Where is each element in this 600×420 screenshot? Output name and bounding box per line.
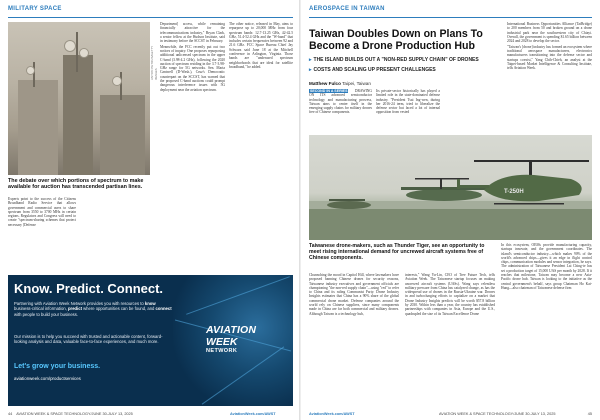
article-column-2 [376, 89, 440, 133]
ad-body-text [14, 301, 174, 317]
antenna-photo [8, 22, 150, 175]
paragraph: Experts point to the success of the Citizens Broadband Radio Service that allows government and commercial users to share spectrum from 3550 to 3700 MHz in certain regions. Regulators and Congress will need to create "spectrum-sharing schemes that protect necessary [Defense [8, 197, 76, 227]
ad-url-link[interactable]: aviationweek.com/productservices [14, 376, 81, 381]
ad-call-to-action[interactable]: Let's grow your business. [14, 363, 101, 370]
paragraph: Department] access, while remaining financially attractive for the telecommunications industry," Bryan Clark, a senior fellow at the Hudson Institute, said in testimony before the SCCST in February. [160, 22, 225, 44]
page-number: 45 [587, 412, 592, 416]
section-rule [309, 17, 592, 18]
article-column-5 [405, 273, 495, 408]
drone-marking: T-250H [504, 189, 524, 195]
helicopter-fuselage [484, 175, 582, 201]
page-footer [8, 412, 276, 416]
bullet-text: THE ISLAND BUILDS OUT A "NON-RED SUPPLY CHAIN" OF DRONES [313, 57, 479, 63]
logo-line: NETWORK [206, 348, 238, 354]
body-column-3 [229, 22, 293, 267]
paragraph: "Taiwan's [drone] industry has formed an ecosystem where traditional aerospace manufacturers, electronics manufacturers transitioning into the defense sector and startups coexist," Yang Chih-Chieh, an analyst at the Taipei-based Market Intelligence & Consulting Institute, tells Aviation Week. [507, 44, 592, 71]
ad-text-part: where opportunities can be found, and [81, 306, 156, 312]
right-page [301, 0, 600, 420]
landing-skid [494, 203, 564, 205]
ad-network-line [202, 346, 284, 404]
chevron-right-icon: ▸ [309, 67, 312, 73]
body-column-2 [160, 22, 225, 267]
section-rule [8, 17, 293, 18]
photo-caption: The debate over which portions of spectrum to make available for auction has transcended partisan lines. [8, 178, 144, 191]
article-column-1 [309, 89, 372, 133]
antenna-mast [120, 72, 122, 100]
article-column-6 [501, 243, 592, 408]
antenna-mast [33, 62, 35, 87]
article-column-4 [309, 273, 399, 408]
bullet-text: COSTS AND SCALING UP PRESENT CHALLENGES [313, 67, 436, 73]
paragraph: DRAWING ON ITS advanced semiconductor technology and manufacturing prowess, Taiwan aims to center itself in the emerging supply chains for military drones free of Chinese components. [309, 89, 372, 115]
section-label: MILITARY SPACE [8, 6, 62, 12]
antenna-mast [76, 32, 78, 72]
rotor-mast [529, 162, 532, 176]
paragraph: International Business Opportunities Alliance (TaiBridge) to 200 members from 50 and broken ground on a drone industrial park near the southwestern city of Chiayi. Overall, the government is spending $1.65 billion between 2024 and 2028 to develop the sector. [507, 22, 592, 44]
drone-body [406, 189, 482, 201]
page-number: 44 [8, 412, 13, 416]
paragraph: Its private-sector historically has played a limited role in the state-dominated defense industry. "President Tsai Ing-wen, during her 2016-24 term, tried to liberalize the defense sector but faced a lot of internal opposition from vested [376, 89, 440, 115]
dateline: Taipei, Taiwan [342, 81, 371, 86]
magazine-issue: AVIATION WEEK & SPACE TECHNOLOGY/JUNE 30-JULY 13, 2025 [439, 412, 556, 416]
ad-text-emphasis: predict [68, 306, 82, 312]
photo-credit: ANTON PETRUS/GETTY IMAGES [150, 45, 158, 80]
rotor-blade [415, 178, 469, 180]
ad-text-emphasis: connect [155, 306, 172, 312]
ad-body-text-2: Our mission is to help you succeed with trusted and actionable content, forward-looking analysis and data, valuable face-to-face experiences, and much more. [14, 334, 163, 345]
rotor-mast [440, 179, 442, 189]
article-column-3 [507, 22, 592, 133]
ad-text-part: Partnering with Aviation Week Network provides you with resources to [14, 301, 145, 306]
paragraph: In this ecosystem, OEMs provide manufacturing capacity, startups innovate, and the government coordinates. The island's semiconductor industry—which makes 90% of the world's advanced chips—gives it an edge in flight control chips, communication modules and sensor integration, he says. The administration of Taiwanese President Lai Ching-te has set a production target of 15,000 UAS per month by 2028. If it reaches that milestone, Taiwan may become a new Asia-Pacific drone hub. Taiwan is looking to the initiative as the central government's behalf, says group Chairman Ho Kai-Hung—also chairman of Taiwanese defense firm [501, 243, 592, 290]
ad-text-part: with people to build your business. [14, 311, 79, 317]
series-tag: SECOND IN A SERIES [310, 89, 348, 93]
ad-text-part: business-critical information, [14, 306, 68, 312]
building-shape [100, 95, 145, 175]
drone-photo [309, 135, 592, 240]
building-shape [63, 55, 93, 175]
body-column-1 [8, 197, 76, 267]
drone-body [327, 201, 371, 209]
website-link[interactable]: AviationWeek.com/AWST [230, 412, 276, 416]
logo-line: AVIATION [206, 324, 257, 336]
chevron-right-icon: ▸ [309, 57, 312, 63]
paragraph: Meanwhile, the FCC recently put out two notices of inquiry. One proposes repurposing additional unlicensed spectrum in the upper C-band (3.98-4.2 GHz), following the 2020 auction of spectrum residing in the 3.7-3.98-GHz range for 5G networks. Sen. Maria Cantwell (D-Wash.), Cruz's Democratic counterpart on the SCCST, has warned that the proposed C-band auctions could prompt dangerous interference issues with 5G deployment near the aviation spectrum. [160, 44, 225, 92]
ad-headline: Know. Predict. Connect. [14, 281, 164, 296]
ground-shape [309, 207, 592, 240]
antenna-dish [26, 66, 35, 75]
photo-caption: Taiwanese drone-makers, such as Thunder Tiger, see an opportunity to meet rising international demand for uncrewed aircraft systems free of Chinese components. [309, 243, 485, 262]
paragraph: interests," Wang Yu-Lin, CEO of Tree Future Tech, tells Aviation Week. The Taiwanese startup focuses on making uncrewed aircraft systems (UASs). Wang says relentless military pressure from China has catalyzed change, as has the widespread use of drones in the Russia-Ukraine war. Drones in and turbocharging efforts to capitalize on a market that Drone Industry Insights predicts will be worth $57.8 billion by 2030. Within less than a year, the country has established partnerships with companies in Asia, Europe and the U.S., quadrupled the size of its Taiwan Excellence Drone [405, 273, 495, 316]
rotor-blade [474, 160, 589, 162]
deck-bullet-1 [309, 57, 479, 63]
author-name: Matthew Fulco [309, 81, 341, 86]
paragraph: The other notice, released in May, aims to repurpose up to 20,000 MHz from four spectrum bands: 12.7-13.25 GHz, 42-42.5 GHz, 51.4-52.4 GHz and the "W-band" that includes certain frequencies between 92 and 21.6 GHz. FCC Space Bureau Chief Jay Schwarz said June 18 at the Mitchell conference in Arlington, Virginia. Those bands are "underused spectrum neighborhoods that are ideal for satellite broadband," he added. [229, 22, 293, 69]
logo-line: WEEK [206, 336, 238, 348]
antenna-dish [79, 48, 89, 58]
website-link[interactable]: AviationWeek.com/AWST [309, 412, 355, 416]
byline [309, 81, 371, 86]
advertisement[interactable] [8, 275, 293, 406]
building-shape [18, 80, 58, 175]
drone-wing [329, 199, 365, 201]
tail-boom [459, 185, 489, 188]
paragraph: Chunnching the mood in Capitol Hill, where lawmakers have proposed banning Chinese drones for security reasons, Taiwanese industry executives and government officials are championing "the non-red supply chain"—using "red" to refer to China and its ruling Communist Party. Drone Industry Insights estimates that China has a 90% share of the global commercial drone market. Defense companies around the world rely on Chinese suppliers, since many components made in China are far both commercial and military drones. Although Taiwan is a technology hub, [309, 273, 399, 316]
tail-fin [457, 179, 460, 189]
deck-bullet-2 [309, 67, 436, 73]
drone-illustration [309, 135, 592, 240]
ad-network-line [186, 276, 290, 315]
section-label: AEROSPACE IN TAIWAN [309, 6, 385, 12]
ad-text-emphasis: know [144, 301, 156, 306]
antenna-dish [112, 76, 122, 86]
antenna-dish [64, 40, 76, 52]
article-headline: Taiwan Doubles Down on Plans To Become a Drone Production Hub [309, 28, 483, 52]
aviation-week-logo [206, 324, 286, 354]
page-footer [309, 412, 592, 416]
magazine-issue: AVIATION WEEK & SPACE TECHNOLOGY/JUNE 30-JULY 13, 2025 [16, 412, 133, 416]
